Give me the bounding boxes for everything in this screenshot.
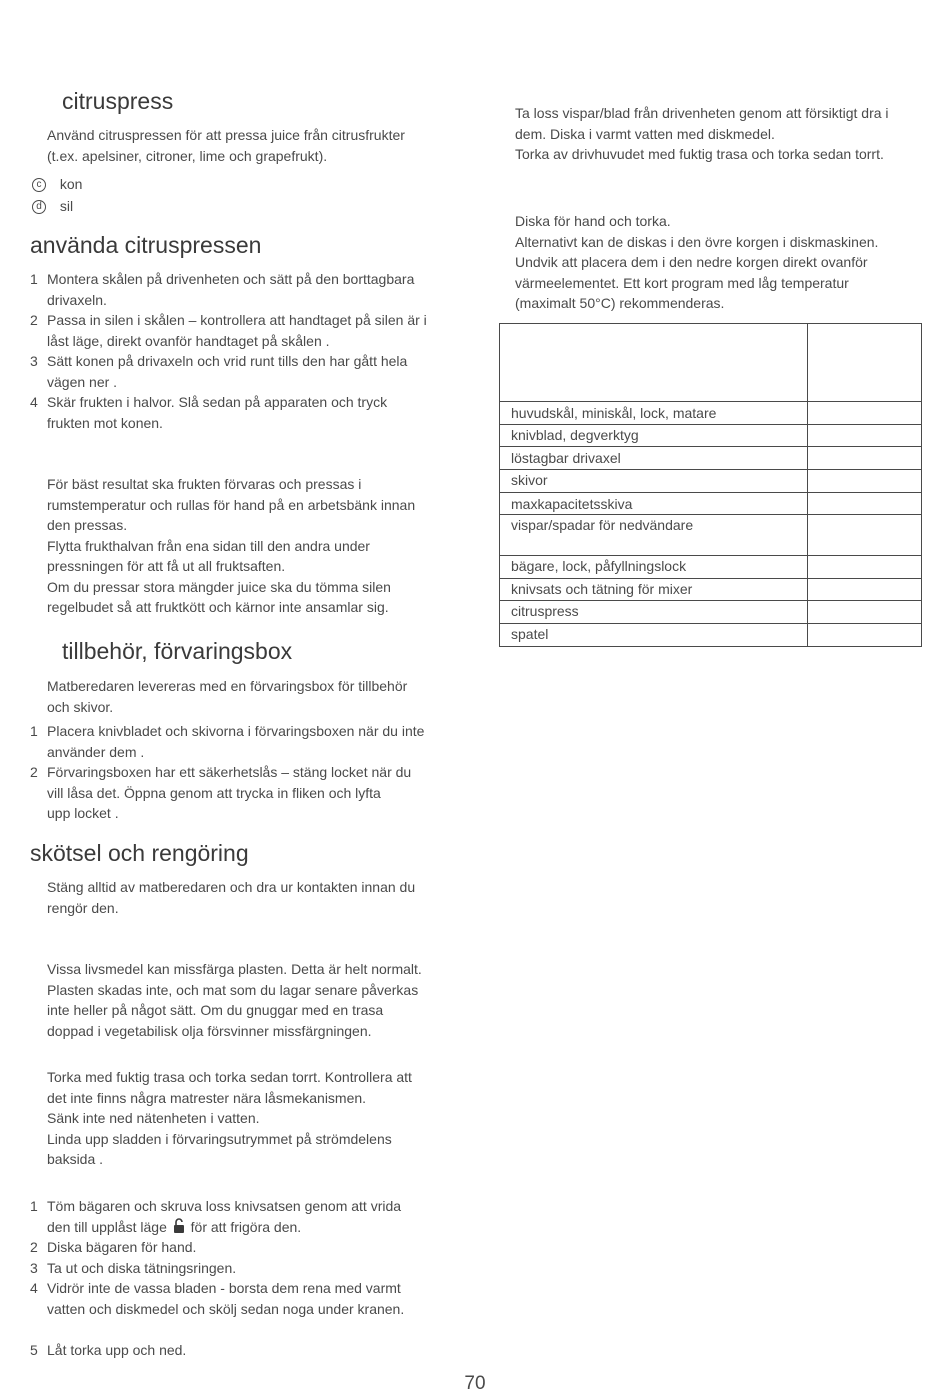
step-number: 2 bbox=[30, 1239, 38, 1255]
skotsel-intro bbox=[47, 877, 415, 918]
table-row bbox=[500, 578, 921, 600]
step-number: 3 bbox=[30, 353, 38, 369]
table-cell: maxkapacitetsskiva bbox=[511, 496, 633, 512]
table-cell: citruspress bbox=[511, 603, 579, 619]
list-item bbox=[30, 1237, 460, 1258]
text-line: För bäst resultat ska frukten förvaras och pressas i bbox=[47, 476, 362, 492]
list-item bbox=[30, 762, 460, 824]
text-line: doppad i vegetabilisk olja försvinner missfärgningen. bbox=[47, 1022, 372, 1039]
table-row bbox=[500, 492, 921, 514]
step-number: 3 bbox=[30, 1260, 38, 1276]
list-item bbox=[30, 1278, 460, 1319]
table-cell: bägare, lock, påfyllningslock bbox=[511, 558, 687, 574]
text-line: Sänk inte ned nätenheten i vatten. bbox=[47, 1110, 260, 1126]
list-item bbox=[30, 721, 460, 762]
part-marker-c: c bbox=[32, 178, 46, 192]
heading-tillbehor: tillbehör, förvaringsbox bbox=[62, 638, 293, 664]
step-number: 1 bbox=[30, 723, 38, 739]
skotsel-power bbox=[47, 1067, 412, 1170]
text-line: Flytta frukthalvan från ena sidan till den andra under bbox=[47, 537, 370, 554]
table-row bbox=[500, 600, 921, 623]
part-label: kon bbox=[59, 176, 83, 192]
text-line: och skivor. bbox=[47, 698, 114, 715]
list-item bbox=[30, 1258, 460, 1279]
table-cell: spatel bbox=[511, 626, 549, 642]
text-line: dem. Diska i varmt vatten med diskmedel. bbox=[515, 125, 775, 142]
step-number: 1 bbox=[30, 1198, 38, 1214]
citruspress-tips bbox=[47, 474, 415, 618]
text-line: Stäng alltid av matberedaren och dra ur kontakten innan du bbox=[47, 879, 416, 895]
step-text: Ta ut och diska tätningsringen. bbox=[47, 1260, 237, 1276]
table-row bbox=[500, 623, 921, 646]
table-row bbox=[500, 469, 921, 492]
text-line: rengör den. bbox=[47, 899, 119, 916]
text-line: Undvik att placera dem i den nedre korgen direkt ovanför bbox=[515, 254, 868, 270]
list-item bbox=[30, 1196, 460, 1237]
step-text: vägen ner . bbox=[47, 373, 118, 390]
text-line: Ta loss vispar/blad från drivenheten genom att försiktigt dra i bbox=[515, 105, 889, 121]
step-text: vatten och diskmedel och skölj sedan noga under kranen. bbox=[47, 1300, 405, 1317]
list-item bbox=[30, 269, 460, 310]
text-line: Diska för hand och torka. bbox=[515, 213, 671, 229]
table-cell: skivor bbox=[511, 472, 548, 488]
citruspress-intro bbox=[47, 125, 405, 166]
text-line: Alternativt kan de diskas i den övre korgen i diskmaskinen. bbox=[515, 233, 879, 250]
text-line: Torka med fuktig trasa och torka sedan torrt. Kontrollera att bbox=[47, 1069, 412, 1085]
table-cell: knivsats och tätning för mixer bbox=[511, 581, 693, 597]
list-item bbox=[30, 310, 460, 351]
text-line: Matberedaren levereras med en förvaringsbox för tillbehör bbox=[47, 678, 408, 694]
text-line: Om du pressar stora mängder juice ska du tömma silen bbox=[47, 578, 391, 595]
heading-anvanda: använda citruspressen bbox=[30, 232, 262, 258]
whisk-cleaning-text bbox=[515, 103, 889, 165]
step-text: Låt torka upp och ned. bbox=[47, 1342, 187, 1358]
part-label: sil bbox=[59, 198, 74, 214]
step-text: för att frigöra den. bbox=[190, 1218, 302, 1235]
table-row bbox=[500, 424, 921, 446]
text-line: Torka av drivhuvudet med fuktig trasa och torka sedan torrt. bbox=[515, 146, 884, 162]
list-item bbox=[30, 351, 460, 392]
text-line: regelbudet så att fruktkött och kärnor inte ansamlar sig. bbox=[47, 599, 389, 615]
text-line: Plasten skadas inte, och mat som du lagar senare påverkas bbox=[47, 981, 419, 998]
step-text: Töm bägaren och skruva loss knivsatsen genom att vrida bbox=[47, 1198, 402, 1214]
text-line: värmeelementet. Ett kort program med låg temperatur bbox=[515, 274, 849, 291]
step-number: 4 bbox=[30, 1280, 38, 1296]
text-line: (t.ex. apelsiner, citroner, lime och grapefrukt). bbox=[47, 147, 328, 164]
step-number: 1 bbox=[30, 271, 38, 287]
text-line: den pressas. bbox=[47, 517, 128, 533]
step-text: Vidrör inte de vassa bladen - borsta dem rena med varmt bbox=[47, 1280, 401, 1296]
table-cell: knivblad, degverktyg bbox=[511, 427, 639, 443]
step-text: vill låsa det. Öppna genom att trycka in fliken och lyfta bbox=[47, 784, 381, 801]
step-text: drivaxeln. bbox=[47, 291, 107, 308]
table-row bbox=[500, 401, 921, 424]
text-line: pressningen för att få ut all fruktsaften. bbox=[47, 558, 286, 574]
step-text: Diska bägaren för hand. bbox=[47, 1239, 197, 1255]
step-number: 5 bbox=[30, 1342, 38, 1358]
table-cell: vispar/spadar för nedvändare bbox=[511, 517, 694, 533]
step-text-line bbox=[47, 1217, 301, 1238]
part-marker-d: d bbox=[32, 200, 46, 214]
list-item bbox=[30, 392, 460, 433]
unlock-icon bbox=[173, 1218, 185, 1234]
table-row bbox=[500, 514, 921, 555]
step-text: Sätt konen på drivaxeln och vrid runt tills den har gått hela bbox=[47, 353, 408, 369]
step-text: Skär frukten i halvor. Slå sedan på apparaten och tryck bbox=[47, 394, 388, 410]
table-row bbox=[500, 555, 921, 578]
text-line: inte heller på något sätt. Om du gnuggar med en trasa bbox=[47, 1002, 384, 1018]
step-text: den till upplåst läge bbox=[47, 1218, 167, 1235]
table-cell: huvudskål, miniskål, lock, matare bbox=[511, 405, 717, 421]
table-cell: löstagbar drivaxel bbox=[511, 450, 621, 466]
text-line: Linda upp sladden i förvaringsutrymmet på strömdelens bbox=[47, 1130, 392, 1147]
skotsel-stain bbox=[47, 959, 422, 1041]
list-item bbox=[30, 1340, 460, 1361]
step-text: Förvaringsboxen har ett säkerhetslås – stäng locket när du bbox=[47, 764, 412, 780]
step-text: frukten mot konen. bbox=[47, 414, 163, 431]
text-line: baksida . bbox=[47, 1151, 104, 1167]
text-line: (maximalt 50°C) rekommenderas. bbox=[515, 295, 725, 311]
step-text: Passa in silen i skålen – kontrollera att handtaget på silen är i bbox=[47, 312, 427, 328]
heading-skotsel: skötsel och rengöring bbox=[30, 840, 249, 866]
table-row bbox=[500, 446, 921, 469]
step-text: Montera skålen på drivenheten och sätt på den borttagbara bbox=[47, 271, 415, 287]
heading-citruspress: citruspress bbox=[62, 88, 174, 114]
text-line: det inte finns några matrester nära låsmekanismen. bbox=[47, 1089, 367, 1106]
text-line: Använd citruspressen för att pressa juice från citrusfrukter bbox=[47, 127, 405, 143]
dishwasher-table bbox=[499, 323, 922, 647]
text-line: rumstemperatur och rullas för hand på en arbetsbänk innan bbox=[47, 496, 416, 513]
part-sil bbox=[32, 196, 73, 217]
step-text: upp locket . bbox=[47, 805, 119, 821]
step-text: Placera knivbladet och skivorna i förvaringsboxen när du inte bbox=[47, 723, 425, 739]
step-text: låst läge, direkt ovanför handtaget på skålen . bbox=[47, 332, 330, 349]
accessories-cleaning-text bbox=[515, 211, 878, 314]
step-number: 4 bbox=[30, 394, 38, 410]
text-line: Vissa livsmedel kan missfärga plasten. Detta är helt normalt. bbox=[47, 961, 422, 977]
page-number: 70 bbox=[464, 1373, 486, 1394]
step-number: 2 bbox=[30, 312, 38, 328]
step-number: 2 bbox=[30, 764, 38, 780]
part-kon bbox=[32, 174, 82, 195]
step-text: använder dem . bbox=[47, 743, 145, 760]
tillbehor-intro bbox=[47, 676, 407, 717]
